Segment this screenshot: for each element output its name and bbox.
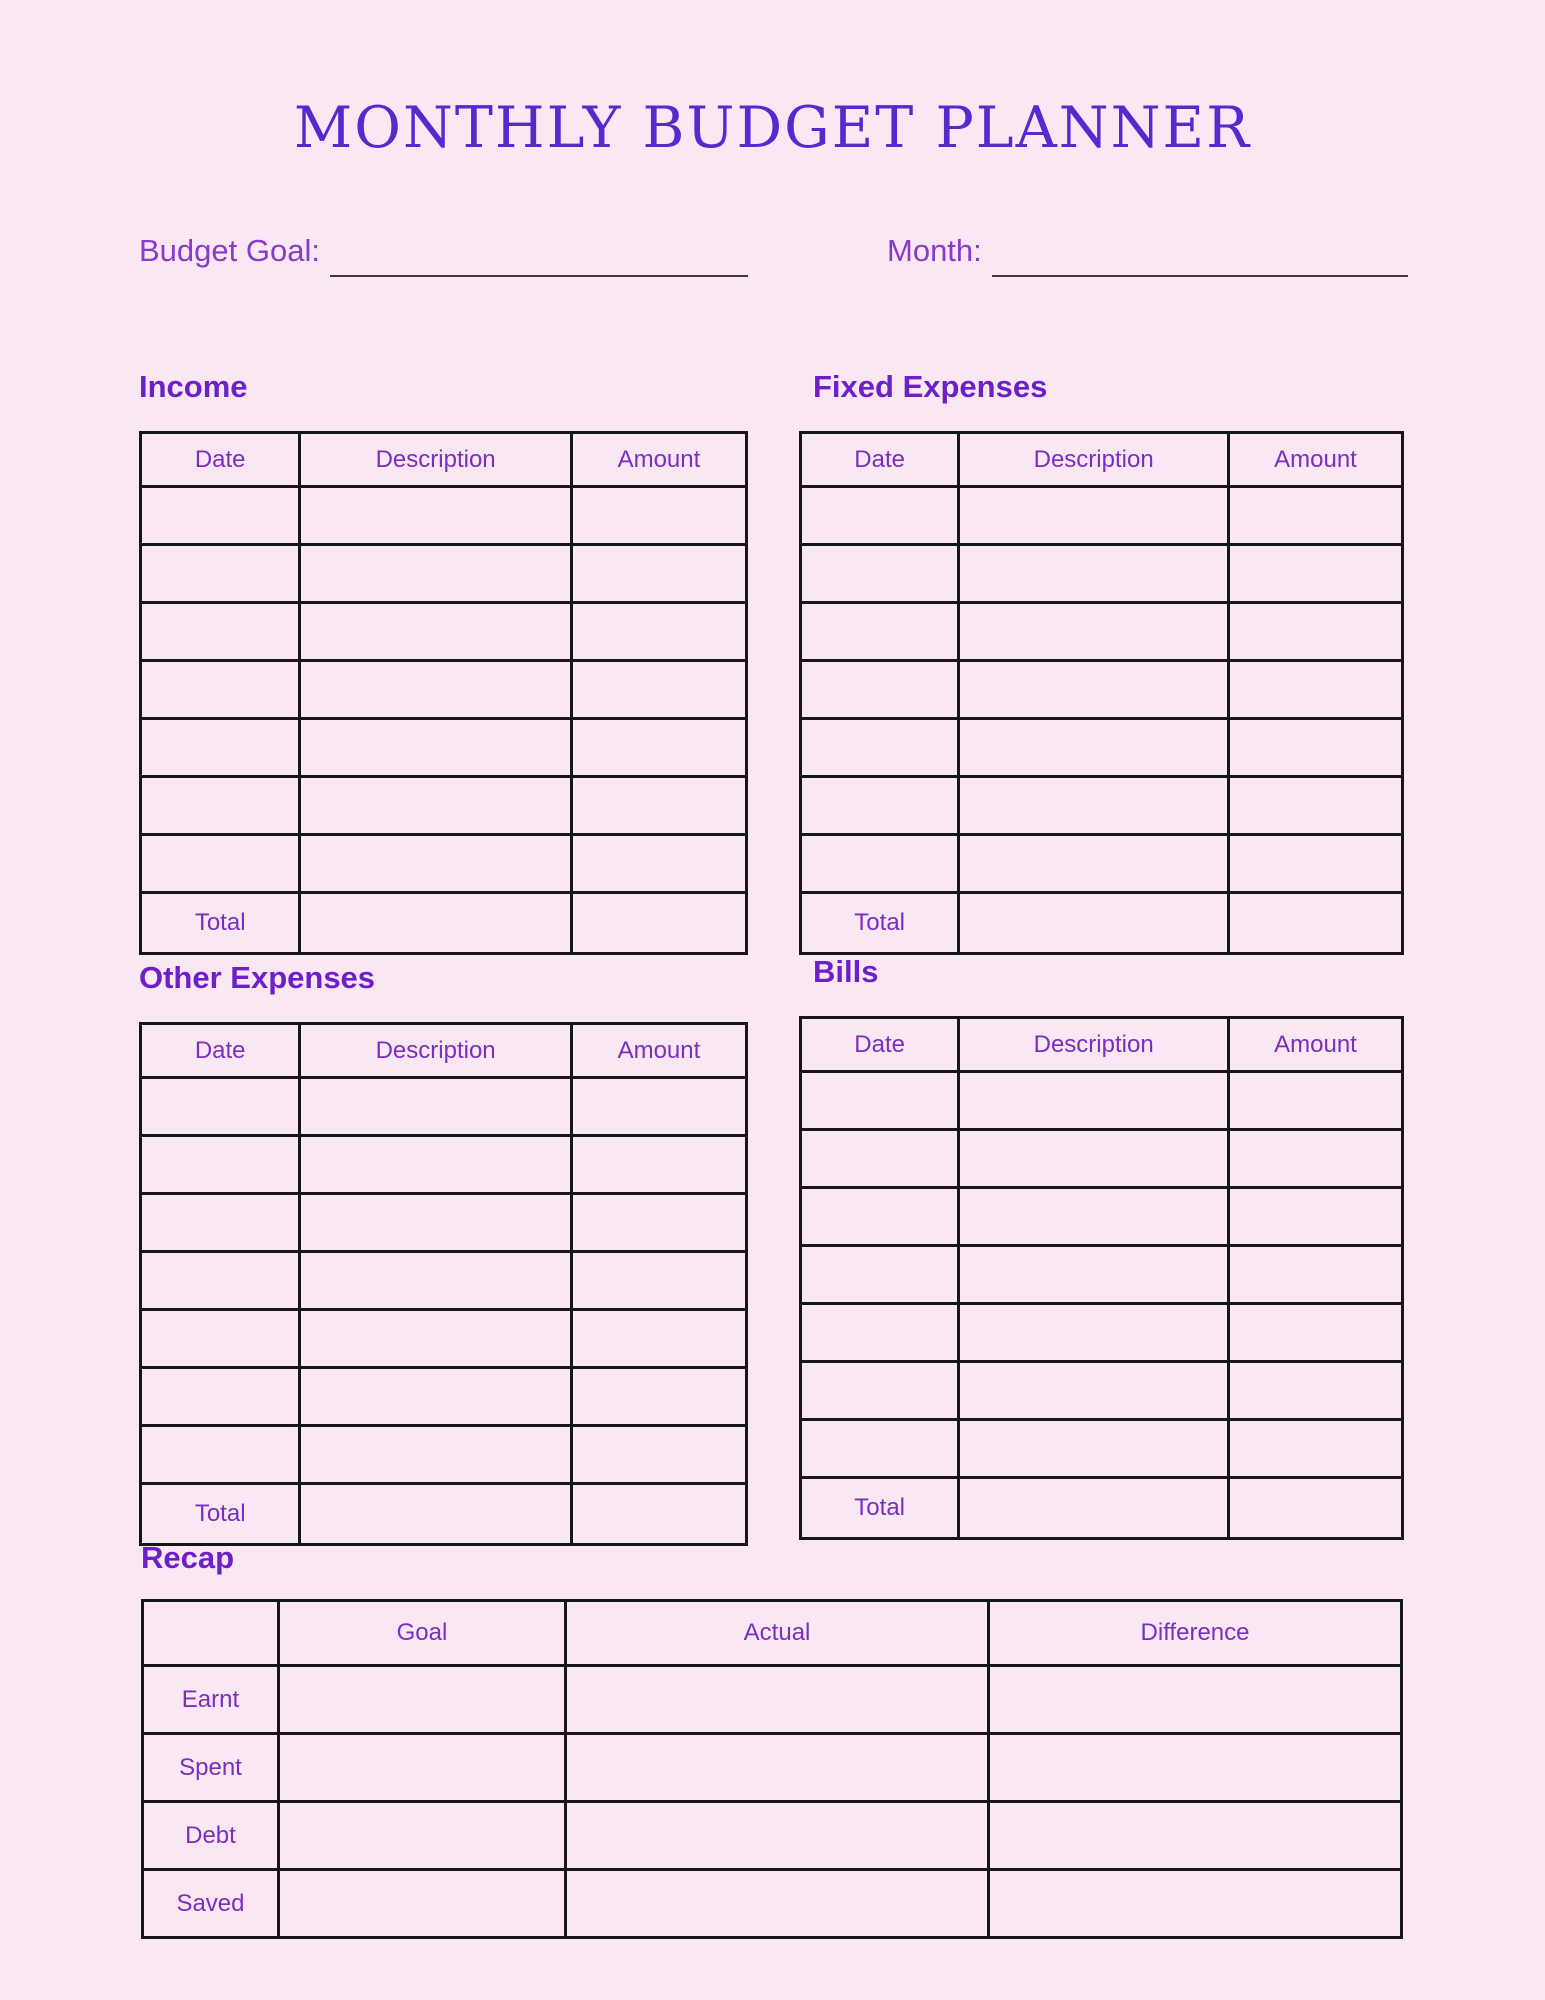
- empty-cell: [571, 835, 746, 893]
- empty-cell: [1229, 1130, 1403, 1188]
- total-label: Total: [801, 893, 959, 954]
- empty-cell: [300, 777, 571, 835]
- recap-row-debt: [143, 1802, 1402, 1870]
- month-field: [887, 232, 1408, 269]
- empty-cell: [801, 603, 959, 661]
- empty-entry-row: [801, 661, 1403, 719]
- empty-cell: [959, 835, 1229, 893]
- recap-row-label: Spent: [143, 1734, 279, 1802]
- column-header-description: Description: [300, 1024, 571, 1078]
- column-header-difference: Difference: [989, 1601, 1402, 1666]
- empty-cell: [141, 1368, 300, 1426]
- empty-cell: [959, 1420, 1229, 1478]
- empty-cell: [141, 661, 300, 719]
- empty-cell: [1229, 1188, 1403, 1246]
- empty-cell: [141, 1194, 300, 1252]
- total-row: [801, 1478, 1403, 1539]
- column-header-amount: Amount: [571, 1024, 746, 1078]
- empty-cell: [141, 777, 300, 835]
- empty-entry-row: [141, 1252, 747, 1310]
- empty-cell: [801, 1188, 959, 1246]
- empty-entry-row: [801, 719, 1403, 777]
- empty-cell: [571, 1310, 746, 1368]
- empty-cell: [801, 1072, 959, 1130]
- empty-entry-row: [801, 1304, 1403, 1362]
- empty-cell: [300, 1194, 571, 1252]
- total-amount-cell: [1229, 893, 1403, 954]
- empty-cell: [141, 719, 300, 777]
- column-header-amount: Amount: [571, 433, 746, 487]
- empty-cell: [300, 603, 571, 661]
- other-expenses-table: [139, 1022, 748, 1546]
- recap-difference-cell: [989, 1802, 1402, 1870]
- empty-cell: [141, 603, 300, 661]
- empty-cell: [300, 835, 571, 893]
- empty-cell: [1229, 1420, 1403, 1478]
- empty-cell: [1229, 835, 1403, 893]
- empty-cell: [959, 1362, 1229, 1420]
- empty-entry-row: [141, 719, 747, 777]
- total-description-cell: [300, 1484, 571, 1545]
- empty-cell: [801, 719, 959, 777]
- empty-entry-row: [141, 603, 747, 661]
- empty-cell: [959, 1304, 1229, 1362]
- recap-corner-cell: [143, 1601, 279, 1666]
- column-header-description: Description: [959, 1018, 1229, 1072]
- column-header-goal: Goal: [278, 1601, 565, 1666]
- bills-section: [799, 956, 1404, 1540]
- month-input-line[interactable]: [992, 265, 1408, 277]
- total-row: [801, 893, 1403, 954]
- empty-cell: [801, 545, 959, 603]
- total-description-cell: [300, 893, 571, 954]
- recap-difference-cell: [989, 1734, 1402, 1802]
- empty-entry-row: [141, 1078, 747, 1136]
- recap-goal-cell: [278, 1734, 565, 1802]
- empty-cell: [959, 719, 1229, 777]
- recap-row-label: Saved: [143, 1870, 279, 1938]
- empty-entry-row: [141, 835, 747, 893]
- empty-cell: [300, 1078, 571, 1136]
- empty-entry-row: [141, 1426, 747, 1484]
- empty-cell: [959, 661, 1229, 719]
- column-header-actual: Actual: [566, 1601, 989, 1666]
- column-header-date: Date: [801, 1018, 959, 1072]
- column-header-date: Date: [801, 433, 959, 487]
- empty-cell: [801, 487, 959, 545]
- empty-entry-row: [141, 545, 747, 603]
- empty-entry-row: [801, 545, 1403, 603]
- month-label: Month:: [887, 233, 982, 268]
- empty-cell: [1229, 603, 1403, 661]
- recap-table: [141, 1599, 1403, 1939]
- total-amount-cell: [571, 893, 746, 954]
- empty-cell: [571, 1136, 746, 1194]
- empty-entry-row: [141, 487, 747, 545]
- total-amount-cell: [1229, 1478, 1403, 1539]
- empty-cell: [801, 661, 959, 719]
- recap-actual-cell: [566, 1666, 989, 1734]
- recap-row-saved: [143, 1870, 1402, 1938]
- recap-goal-cell: [278, 1666, 565, 1734]
- empty-cell: [571, 545, 746, 603]
- fixed-expenses-heading: Fixed Expenses: [813, 369, 1048, 404]
- header-row: [801, 433, 1403, 487]
- empty-entry-row: [801, 603, 1403, 661]
- empty-cell: [300, 1426, 571, 1484]
- empty-entry-row: [141, 661, 747, 719]
- fixed-expenses-section: [799, 371, 1404, 955]
- empty-cell: [571, 1194, 746, 1252]
- total-amount-cell: [571, 1484, 746, 1545]
- header-row: [141, 433, 747, 487]
- recap-section: [141, 1542, 1403, 1939]
- budget-goal-label: Budget Goal:: [139, 233, 320, 268]
- empty-cell: [300, 1136, 571, 1194]
- empty-cell: [801, 1246, 959, 1304]
- column-header-description: Description: [959, 433, 1229, 487]
- empty-entry-row: [801, 1420, 1403, 1478]
- empty-cell: [801, 1420, 959, 1478]
- other-expenses-section: [139, 962, 748, 1546]
- total-row: [141, 1484, 747, 1545]
- recap-actual-cell: [566, 1734, 989, 1802]
- total-label: Total: [141, 1484, 300, 1545]
- empty-cell: [571, 661, 746, 719]
- empty-cell: [571, 719, 746, 777]
- empty-cell: [141, 545, 300, 603]
- empty-cell: [141, 1078, 300, 1136]
- budget-goal-input-line[interactable]: [330, 265, 748, 277]
- empty-entry-row: [141, 1136, 747, 1194]
- empty-cell: [1229, 545, 1403, 603]
- recap-row-label: Debt: [143, 1802, 279, 1870]
- recap-row-earnt: [143, 1666, 1402, 1734]
- empty-cell: [141, 1252, 300, 1310]
- total-label: Total: [141, 893, 300, 954]
- header-row: [141, 1024, 747, 1078]
- empty-cell: [571, 1368, 746, 1426]
- fixed-expenses-table: [799, 431, 1404, 955]
- empty-cell: [300, 1252, 571, 1310]
- empty-entry-row: [141, 777, 747, 835]
- empty-entry-row: [141, 1194, 747, 1252]
- header-row: [801, 1018, 1403, 1072]
- recap-goal-cell: [278, 1802, 565, 1870]
- empty-entry-row: [801, 1188, 1403, 1246]
- empty-entry-row: [801, 1246, 1403, 1304]
- empty-cell: [1229, 777, 1403, 835]
- recap-difference-cell: [989, 1870, 1402, 1938]
- empty-cell: [300, 661, 571, 719]
- empty-cell: [959, 545, 1229, 603]
- header-row: [143, 1601, 1402, 1666]
- other-expenses-heading: Other Expenses: [139, 960, 376, 995]
- empty-cell: [141, 835, 300, 893]
- empty-cell: [300, 487, 571, 545]
- empty-cell: [300, 1310, 571, 1368]
- empty-cell: [801, 1130, 959, 1188]
- empty-cell: [801, 1304, 959, 1362]
- column-header-amount: Amount: [1229, 433, 1403, 487]
- empty-cell: [141, 487, 300, 545]
- empty-cell: [801, 1362, 959, 1420]
- empty-cell: [141, 1426, 300, 1484]
- empty-cell: [1229, 1072, 1403, 1130]
- empty-cell: [1229, 1246, 1403, 1304]
- recap-row-label: Earnt: [143, 1666, 279, 1734]
- empty-cell: [959, 1246, 1229, 1304]
- empty-cell: [801, 835, 959, 893]
- empty-cell: [1229, 1362, 1403, 1420]
- total-row: [141, 893, 747, 954]
- empty-cell: [959, 1188, 1229, 1246]
- empty-cell: [571, 1078, 746, 1136]
- empty-entry-row: [801, 1072, 1403, 1130]
- total-description-cell: [959, 1478, 1229, 1539]
- budget-goal-field: [139, 232, 748, 269]
- income-table: [139, 431, 748, 955]
- empty-cell: [959, 777, 1229, 835]
- empty-cell: [1229, 661, 1403, 719]
- empty-cell: [300, 1368, 571, 1426]
- empty-cell: [959, 487, 1229, 545]
- empty-cell: [1229, 719, 1403, 777]
- empty-cell: [959, 1130, 1229, 1188]
- empty-cell: [141, 1310, 300, 1368]
- page-title: MONTHLY BUDGET PLANNER: [293, 95, 1252, 161]
- empty-entry-row: [801, 835, 1403, 893]
- recap-heading: Recap: [141, 1540, 235, 1575]
- total-description-cell: [959, 893, 1229, 954]
- empty-entry-row: [801, 487, 1403, 545]
- empty-cell: [959, 603, 1229, 661]
- empty-entry-row: [801, 1130, 1403, 1188]
- empty-cell: [300, 545, 571, 603]
- empty-cell: [959, 1072, 1229, 1130]
- total-label: Total: [801, 1478, 959, 1539]
- empty-cell: [571, 777, 746, 835]
- fields-row: [139, 232, 1408, 269]
- bills-table: [799, 1016, 1404, 1540]
- recap-actual-cell: [566, 1802, 989, 1870]
- empty-cell: [571, 1252, 746, 1310]
- recap-row-spent: [143, 1734, 1402, 1802]
- income-section: [139, 371, 748, 955]
- column-header-amount: Amount: [1229, 1018, 1403, 1072]
- column-header-date: Date: [141, 1024, 300, 1078]
- column-header-date: Date: [141, 433, 300, 487]
- column-header-description: Description: [300, 433, 571, 487]
- recap-difference-cell: [989, 1666, 1402, 1734]
- empty-entry-row: [801, 777, 1403, 835]
- empty-entry-row: [141, 1310, 747, 1368]
- empty-cell: [1229, 487, 1403, 545]
- empty-entry-row: [801, 1362, 1403, 1420]
- recap-actual-cell: [566, 1870, 989, 1938]
- bills-heading: Bills: [813, 954, 879, 989]
- income-heading: Income: [139, 369, 248, 404]
- empty-cell: [801, 777, 959, 835]
- empty-cell: [571, 603, 746, 661]
- empty-entry-row: [141, 1368, 747, 1426]
- recap-goal-cell: [278, 1870, 565, 1938]
- empty-cell: [141, 1136, 300, 1194]
- empty-cell: [1229, 1304, 1403, 1362]
- empty-cell: [571, 1426, 746, 1484]
- empty-cell: [571, 487, 746, 545]
- empty-cell: [300, 719, 571, 777]
